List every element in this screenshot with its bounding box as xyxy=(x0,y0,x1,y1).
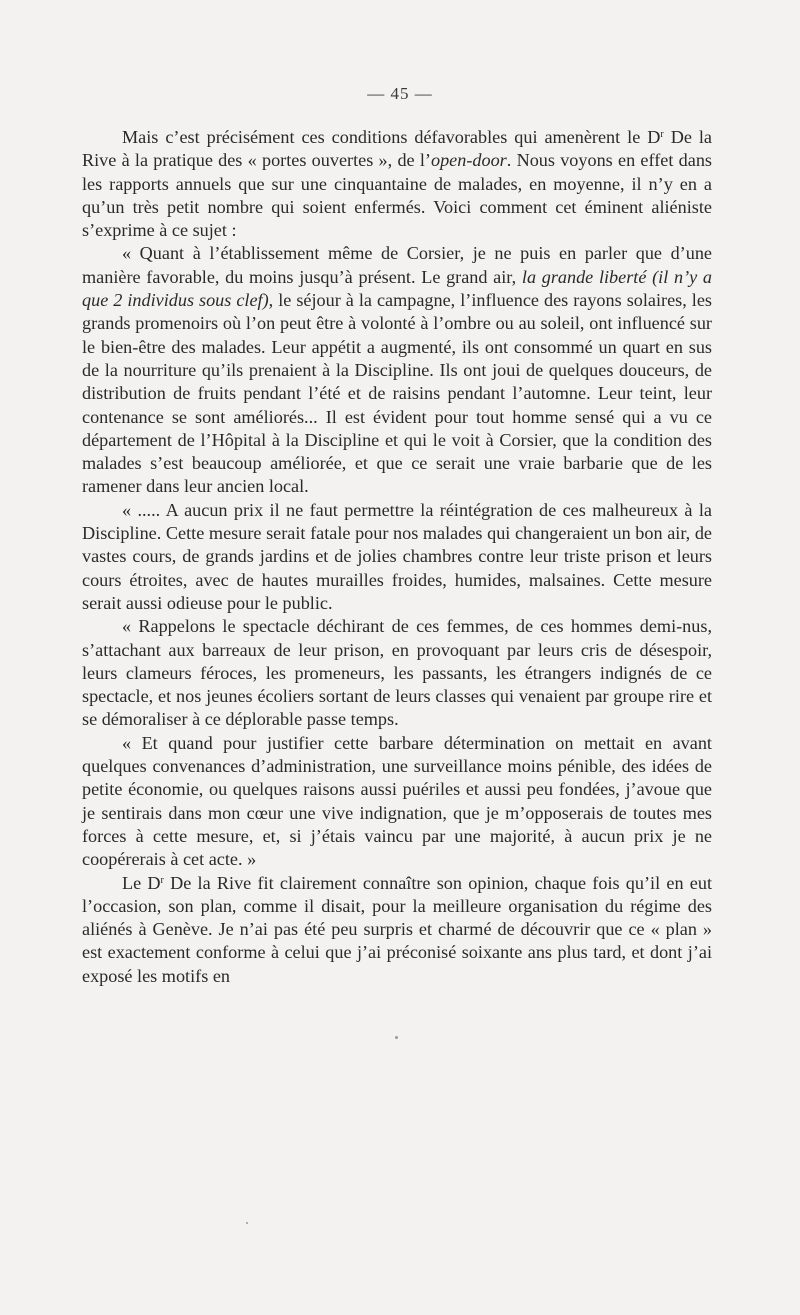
italic-text: la grande liberté (il n’y a que 2 individus sous clef) xyxy=(82,266,712,311)
superscript: r xyxy=(160,874,164,886)
text-run: De la Rive à la pratique des « portes ouvertes », de l’ xyxy=(82,127,712,171)
paragraph xyxy=(82,126,712,242)
paper-speck xyxy=(246,1222,248,1224)
paragraph xyxy=(82,615,712,731)
page-number: — 45 — xyxy=(367,84,433,103)
body-text xyxy=(82,126,712,988)
text-run: Le D xyxy=(122,872,161,893)
text-run: . Nous voyons en effet dans les rapports annuels que sur une cinquantaine de malades, en moyenne, il n’y en a qu’un très petit nombre qui soient enfermés. Voici comment cet éminent aliéniste s’exprime à ce sujet : xyxy=(82,150,713,241)
text-run: « Et quand pour justifier cette barbare détermination on mettait en avant quelques convenances d’administration, une surveillance moins pénible, des idées de petite économie, ou quelques raisons aussi puériles et aussi peu fondées, j’avoue que je sentirais dans mon cœur une vive indignation, que je m’opposerais de toutes mes forces à cette mesure, et, si j’étais vaincu par une majorité, à aucun prix je ne coopérerais à cet acte. » xyxy=(82,732,712,870)
text-run: De la Rive fit clairement connaître son opinion, chaque fois qu’il en eut l’occasion, son plan, comme il disait, pour la meilleure organisation du régime des aliénés à Genève. Je n’ai pas été peu surpris et charmé de découvrir que ce « plan » est exactement conforme à celui que j’ai préconisé soixante ans plus tard, et dont j’ai exposé les motifs en xyxy=(82,872,712,986)
paper-speck xyxy=(395,1036,398,1039)
text-run: « ..... A aucun prix il ne faut permettre la réintégration de ces malheureux à la Discipline. Cette mesure serait fatale pour nos malades qui changeraient un bon air, de vastes cours, de grands jardins et de jolies chambres contre leur triste prison et leurs cours étroites, avec de hautes murailles froides, humides, malsaines. Cette mesure serait aussi odieuse pour le public. xyxy=(82,499,712,613)
paragraph xyxy=(82,732,712,872)
paragraph xyxy=(82,872,712,988)
paragraph xyxy=(82,242,712,498)
superscript: r xyxy=(660,129,664,140)
text-run: Mais c’est précisément ces conditions défavorables qui amenèrent le D xyxy=(122,127,661,147)
paragraph xyxy=(82,499,712,615)
text-run: « Rappelons le spectacle déchirant de ces femmes, de ces hommes demi-nus, s’attachant aux barreaux de leur prison, en provoquant par leurs cris de désespoir, leurs clameurs féroces, les promeneurs, les passants, les étrangers indignés de ce spectacle, et nos jeunes écoliers sortant de leurs classes qui venaient par groupe rire et se démoraliser à ce déplorable passe temps. xyxy=(82,616,712,730)
text-run: « Quant à l’établissement même de Corsier, je ne puis en parler que d’une manière favorable, du moins jusqu’à présent. Le grand air, xyxy=(82,243,712,287)
italic-text: open-door xyxy=(430,150,507,171)
text-run: , le séjour à la campagne, l’influence des rayons solaires, les grands promenoirs où l’on peut être à volonté à l’ombre ou au soleil, ont influencé sur le bien-être des malades. Leur appétit a augmenté, ils ont consommé un quart en sus de la nourriture qu’ils prenaient à la Discipline. Ils ont joui de quelques douceurs, de distribution de fruits pendant l’été et de raisins pendant l’automne. Leur teint, leur contenance se sont améliorés... Il est évident pour tout homme sensé qui a vu ce département de l’Hôpital à la Discipline et qui le voit à Corsier, que la condition des malades s’est beaucoup améliorée, et que ce serait une vraie barbarie que de les ramener dans leur ancien local. xyxy=(82,290,712,497)
